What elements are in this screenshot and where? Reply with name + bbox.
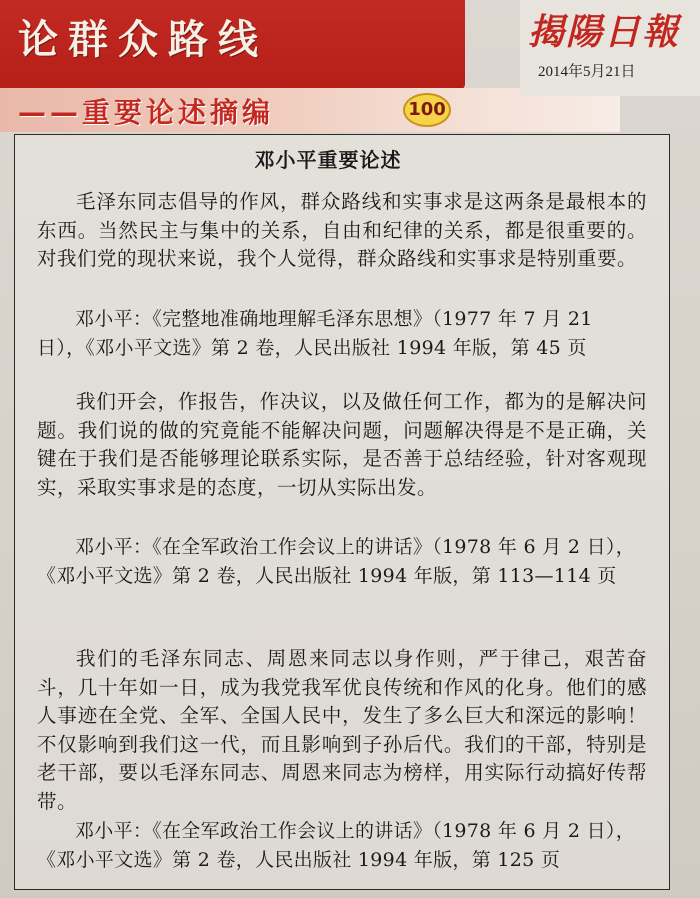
quote-paragraph: 我们开会，作报告，作决议，以及做任何工作，都为的是解决问题。我们说的做的究竟能不能解决问题，问题解决得是不是正确，关键在于我们是否能够理论联系实际，是否善于总结经验，针对客观现实，采取实事求是的态度，一切从实际出发。 <box>37 390 647 499</box>
quote-citation: 邓小平：《在全军政治工作会议上的讲话》（1978 年 6 月 2 日），《邓小平文选》第 2 卷，人民出版社 1994 年版，第 113—114 页 <box>37 536 636 587</box>
publication-date: 2014年5月21日 <box>538 64 636 80</box>
article-title: 邓小平重要论述 <box>254 148 402 172</box>
quote-paragraph: 毛泽东同志倡导的作风，群众路线和实事求是这两条是最根本的东西。当然民主与集中的关系，自由和纪律的关系，都是很重要的。对我们党的现状来说，我个人觉得，群众路线和实事求是特别重要。 <box>37 190 647 270</box>
quote-citation: 邓小平：《完整地准确地理解毛泽东思想》（1977 年 7 月 21 日），《邓小平文选》第 2 卷，人民出版社 1994 年版，第 45 页 <box>37 308 593 359</box>
issue-number-badge: 100 <box>403 93 451 127</box>
quote-paragraph: 我们的毛泽东同志、周恩来同志以身作则，严于律己，艰苦奋斗，几十年如一日，成为我党我军优良传统和作风的化身。他们的感人事迹在全党、全军、全国人民中，发生了多么巨大和深远的影响！不仅影响到我们这一代，而且影响到子孙后代。我们的干部，特别是老干部，要以毛泽东同志、周恩来同志为榜样，用实际行动搞好传帮带。 <box>37 647 647 813</box>
column-title: 论群众路线 <box>18 17 268 63</box>
column-subtitle: ——重要论述摘编 <box>18 96 275 129</box>
newspaper-logo: 揭陽日報 <box>528 11 681 53</box>
quote-citation: 邓小平：《在全军政治工作会议上的讲话》（1978 年 6 月 2 日），《邓小平文选》第 2 卷，人民出版社 1994 年版，第 125 页 <box>37 820 636 871</box>
